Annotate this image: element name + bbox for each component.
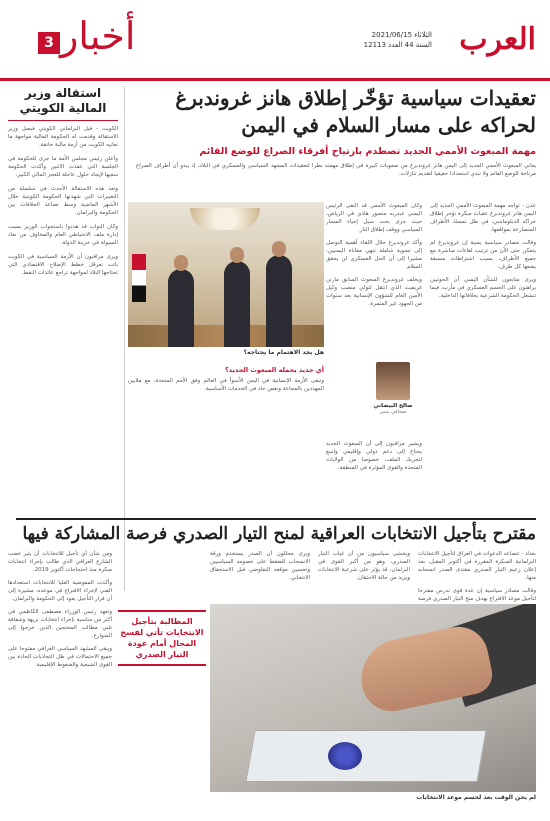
ballot-box-shape [245, 730, 486, 782]
column-paragraph: ومن شأن أي تأجيل للانتخابات أن يثير غضب الشارع العراقي الذي طالب بإجراء انتخابات مبكرة منذ احتجاجات أكتوبر 2019. [8, 551, 112, 573]
columnist-role: صحافي يمني [379, 409, 407, 415]
issue-line: السنة 44 العدد 12113 [363, 41, 432, 49]
page-number-text: 3 [44, 35, 54, 51]
person-head [230, 247, 244, 263]
sidebar-paragraph: وتعد هذه الاستقالة الأحدث في سلسلة من التغييرات التي شهدتها الحكومة الكويتية خلال الأشهر الماضية وسط تصاعد الخلافات بين الحكومة والبرلمان. [8, 186, 118, 216]
main-photo-caption: هل يجد الاهتمام ما يحتاجه؟ [243, 349, 324, 356]
sidebar-paragraph: وكان النواب قد هددوا باستجواب الوزير بسبب إدارة ملف الاحتياطي العام والمخاوف من نفاد السيولة في خزينة الدولة. [8, 224, 118, 246]
column-subhead: أي جديد يحمله المبعوث الجديد؟ [225, 366, 324, 374]
column-paragraph: عدن - تواجه مهمة المبعوث الأممي الجديد إلى اليمن هانز غروندبرغ عقبات مبكرة تؤخر إطلاق حراكه الدبلوماسي، في ظل تمسك الأطراف المتصارعة بمواقفها. [430, 203, 536, 233]
column-paragraph: وأكدت المفوضية العليا للانتخابات استعدادها الفني لإجراء الاقتراع في موعده، مشيرة إلى أن قرار التأجيل يعود إلى الحكومة والبرلمان. [8, 580, 112, 602]
page-number [38, 32, 60, 54]
column-paragraph: ويرى متابعون للشأن اليمني أن الحوثيين يراهنون على الحسم العسكري في مأرب، فيما تنشغل الحكومة الشرعية بخلافاتها الداخلية. [430, 277, 536, 299]
main-column-mid-lower [326, 440, 422, 510]
ink-pot-shape [328, 742, 362, 770]
avatar [376, 362, 410, 400]
yemen-flag-shape [132, 254, 146, 302]
column-paragraph: وقالت مصادر سياسية يمنية إن غروندبرغ لم يتمكن حتى الآن من ترتيب لقاءات مباشرة مع جميع الأطراف، بسبب اشتراطات مسبقة يضعها كل طرف. [430, 240, 536, 270]
column-paragraph: وقالت مصادر سياسية إن عدة قوى تدرس مقترحا لتأجيل موعد الاقتراع بهدف منح التيار الصدري فرصة [418, 588, 536, 602]
person-figure [266, 255, 292, 347]
main-column-mid [326, 202, 422, 358]
column-paragraph: ويشير مراقبون إلى أن المبعوث الجديد يحتاج إلى دعم دولي وإقليمي واسع لتحريك الملف، خصوصا من الولايات المتحدة والقوى المؤثرة في المنطقة. [326, 441, 422, 471]
column-paragraph: وأكد غروندبرغ خلال اللقاء أهمية التوصل إلى تسوية شاملة تنهي معاناة اليمنيين، مشيرا إلى أن الحل العسكري لن يحقق السلام. [326, 240, 422, 270]
sidebar-paragraph: ويرى مراقبون أن الأزمة السياسية في الكويت باتت تعرقل خطط الإصلاح الاقتصادي التي تحتاجها البلاد لمواجهة تراجع عائدات النفط. [8, 254, 118, 276]
second-column-c [210, 550, 310, 602]
main-lead: يعاني المبعوث الأممي الجديد إلى اليمن هانز غروندبرغ من صعوبات كبيرة في إطلاق مهمته نظرا لتعقيدات المشهد السياسي والعسكري في البلاد، إذ يبدو أن أطراف الصراع مرتاحة للوضع القائم ولا تبدي استعدادا حقيقيا لتقديم تنازلات. [136, 163, 536, 177]
second-photo [210, 604, 536, 792]
person-figure [224, 261, 250, 347]
column-paragraph: ويخلف غروندبرغ المبعوث السابق مارتن غريفيث الذي انتقل لتولي منصب وكيل الأمين العام للشؤون الإنسانية بعد سنوات من الجهود غير المثمرة. [326, 277, 422, 307]
main-headline: تعقيدات سياسية تؤخّر إطلاق هانز غروندبرغ لحراكه على مسار السلام في اليمن [175, 86, 536, 137]
main-photo [128, 202, 324, 347]
column-paragraph: وتبقى الأزمة الإنسانية في اليمن الأسوأ في العالم وفق الأمم المتحدة، مع ملايين المهددين بالمجاعة ونقص حاد في الخدمات الأساسية. [128, 378, 324, 392]
person-head [272, 241, 286, 257]
column-divider [124, 86, 125, 591]
newspaper-logo: العرب [459, 22, 536, 57]
second-headline: مقترح بتأجيل الانتخابات العراقية لمنح التيار الصدري فرصة المشاركة فيها [16, 518, 536, 544]
main-subheadline: مهمة المبعوث الأممي الجديد تصطدم بارتياح أفرقاء الصراع للوضع القائم [199, 146, 536, 157]
person-head [174, 255, 188, 271]
sidebar-paragraph: وأعلن رئيس مجلس الأمة ما جرى للحكومة في الجلسة التي عقدت الاثنين وأكدت الحكومة سعيها لإيجاد حلول عاجلة للعجز المالي الكبير. [8, 156, 118, 178]
column-paragraph: ويخشى سياسيون من أن غياب التيار الصدري، وهو من أكبر القوى في البرلمان، قد يؤثر على شرعية الانتخابات ويزيد من حالة الاحتقان. [318, 551, 410, 581]
second-column-d [8, 550, 112, 800]
sidebar-story [8, 86, 118, 591]
sidebar-headline: استقالة وزير المالية الكويتي [8, 86, 118, 121]
column-paragraph: وكان المبعوث الأممي قد التقى الرئيس اليمني عبدربه منصور هادي في الرياض، حيث جرى بحث سبل إحياء المسار السياسي ووقف إطلاق النار. [326, 203, 422, 233]
person-figure [168, 269, 194, 347]
sidebar-body [8, 125, 118, 277]
date-block [364, 30, 432, 50]
columnist-box [364, 362, 422, 434]
column-paragraph: ويبقى المشهد السياسي العراقي مفتوحا على جميع الاحتمالات في ظل التجاذبات الحادة بين القوى الشيعية والضغوط الإقليمية. [8, 646, 112, 668]
section-title: أخبار [60, 14, 136, 58]
date-line: الثلاثاء 2021/06/15 [371, 31, 432, 39]
sidebar-paragraph: الكويت - قبل البرلماني الكويتي فيصل وزير الاستقالة وقدمت له الحكومة المالية مواجهة ما تعانيه الكويت من أزمة مالية خانقة. [8, 126, 118, 148]
column-paragraph: ويرى محللون أن الصدر يستخدم ورقة الانسحاب للضغط على خصومه السياسيين وتحسين موقعه التفاوضي قبل الاستحقاق الانتخابي. [210, 551, 310, 581]
second-column-b [318, 550, 410, 602]
pull-quote: المطالبة بتأجيل الانتخابات تأتي لفسح المجال أمام عودة التيار الصدري [118, 610, 206, 666]
second-photo-caption: لم يحن الوقت بعد لحسم موعد الانتخابات [416, 794, 536, 801]
columnist-name: صالح البيضاني [373, 403, 413, 409]
chandelier-shape [190, 208, 260, 230]
main-column-right [430, 202, 536, 508]
column-paragraph: وتعهد رئيس الوزراء مصطفى الكاظمي في أكثر من مناسبة بإجراء انتخابات نزيهة وشفافة تلبي مطالب المحتجين الذين خرجوا إلى الشوارع. [8, 609, 112, 639]
main-column-left [128, 362, 324, 508]
column-paragraph: بغداد - تتصاعد الدعوات في العراق لتأجيل الانتخابات البرلمانية المبكرة المقررة في أكتوبر المقبل، بعد إعلان زعيم التيار الصدري مقتدى الصدر انسحابه منها. [418, 551, 536, 581]
